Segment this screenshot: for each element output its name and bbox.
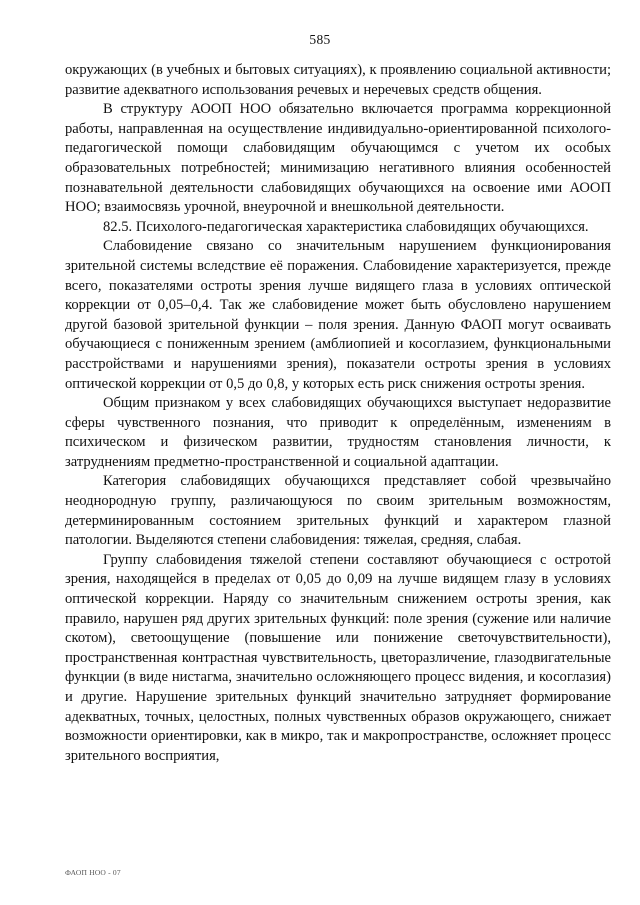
document-body xyxy=(65,61,611,766)
paragraph-aoop-structure: В структуру АООП НОО обязательно включается программа коррекционной работы, направленная на осуществление индивидуально-ориентированной психолого-педагогической помощи слабовидящим обучающимся с учетом их особых образовательных потребностей; минимизацию негативного влияния особенностей познавательной деятельности слабовидящих обучающихся на освоение ими АООП НОО; взаимосвязь урочной, внеурочной и внешкольной деятельности. xyxy=(65,101,611,216)
paragraph-category: Категория слабовидящих обучающихся представляет собой чрезвычайно неоднородную группу, различающуюся по своим зрительным возможностям, детерминированным состоянием зрительных функций и характером глазной патологии. Выделяются степени слабовидения: тяжелая, средняя, слабая. xyxy=(65,473,611,549)
paragraph-low-vision-definition: Слабовидение связано со значительным нарушением функционирования зрительной системы вследствие её поражения. Слабовидение характеризуется, прежде всего, показателями остроты зрения лучше видящего глаза в условиях оптической коррекции от 0,05–0,4. Так же слабовидение может быть обусловлено нарушением другой базовой зрительной функции – поля зрения. Данную ФАОП могут осваивать обучающиеся с пониженным зрением (амблиопией и косоглазием, функциональными расстройствами и нарушениями зрения), показатели остроты зрения в условиях оптической коррекции от 0,5 до 0,8, у которых есть риск снижения остроты зрения. xyxy=(65,238,611,392)
paragraph-common-feature: Общим признаком у всех слабовидящих обучающихся выступает недоразвитие сферы чувственного познания, что приводит к определённым, изменениям в психическом и физическом развитии, трудностям становления личности, к затруднениям предметно-пространственной и социальной адаптации. xyxy=(65,395,611,470)
paragraph-continuation: окружающих (в учебных и бытовых ситуациях), к проявлению социальной активности; развитие адекватного использования речевых и неречевых средств общения. xyxy=(65,62,611,98)
section-heading-82-5: 82.5. Психолого-педагогическая характеристика слабовидящих обучающихся. xyxy=(103,218,589,235)
footer-mark: ФАОП НОО - 07 xyxy=(65,868,121,877)
page-number: 585 xyxy=(309,32,331,47)
paragraph-severe-group: Группу слабовидения тяжелой степени составляют обучающиеся с остротой зрения, находящейся в пределах от 0,05 до 0,09 на лучше видящем глазу в условиях оптической коррекции. Наряду со значительным снижением остроты зрения, как правило, нарушен ряд других зрительных функций: поле зрения (сужение или наличие скотом), светоощущение (повышение или понижение светочувствительности), пространственная контрастная чувствительность, цветоразличение, глазодвигательные функции (в виде нистагма, значительно осложняющего процесс видения, и косоглазия) и другие. Нарушение зрительных функций значительно затрудняет формирование адекватных, точных, целостных, полных чувственных образов окружающего, снижает возможности ориентировки, как в микро, так и макропространстве, осложняет процесс зрительного восприятия, xyxy=(65,551,611,764)
